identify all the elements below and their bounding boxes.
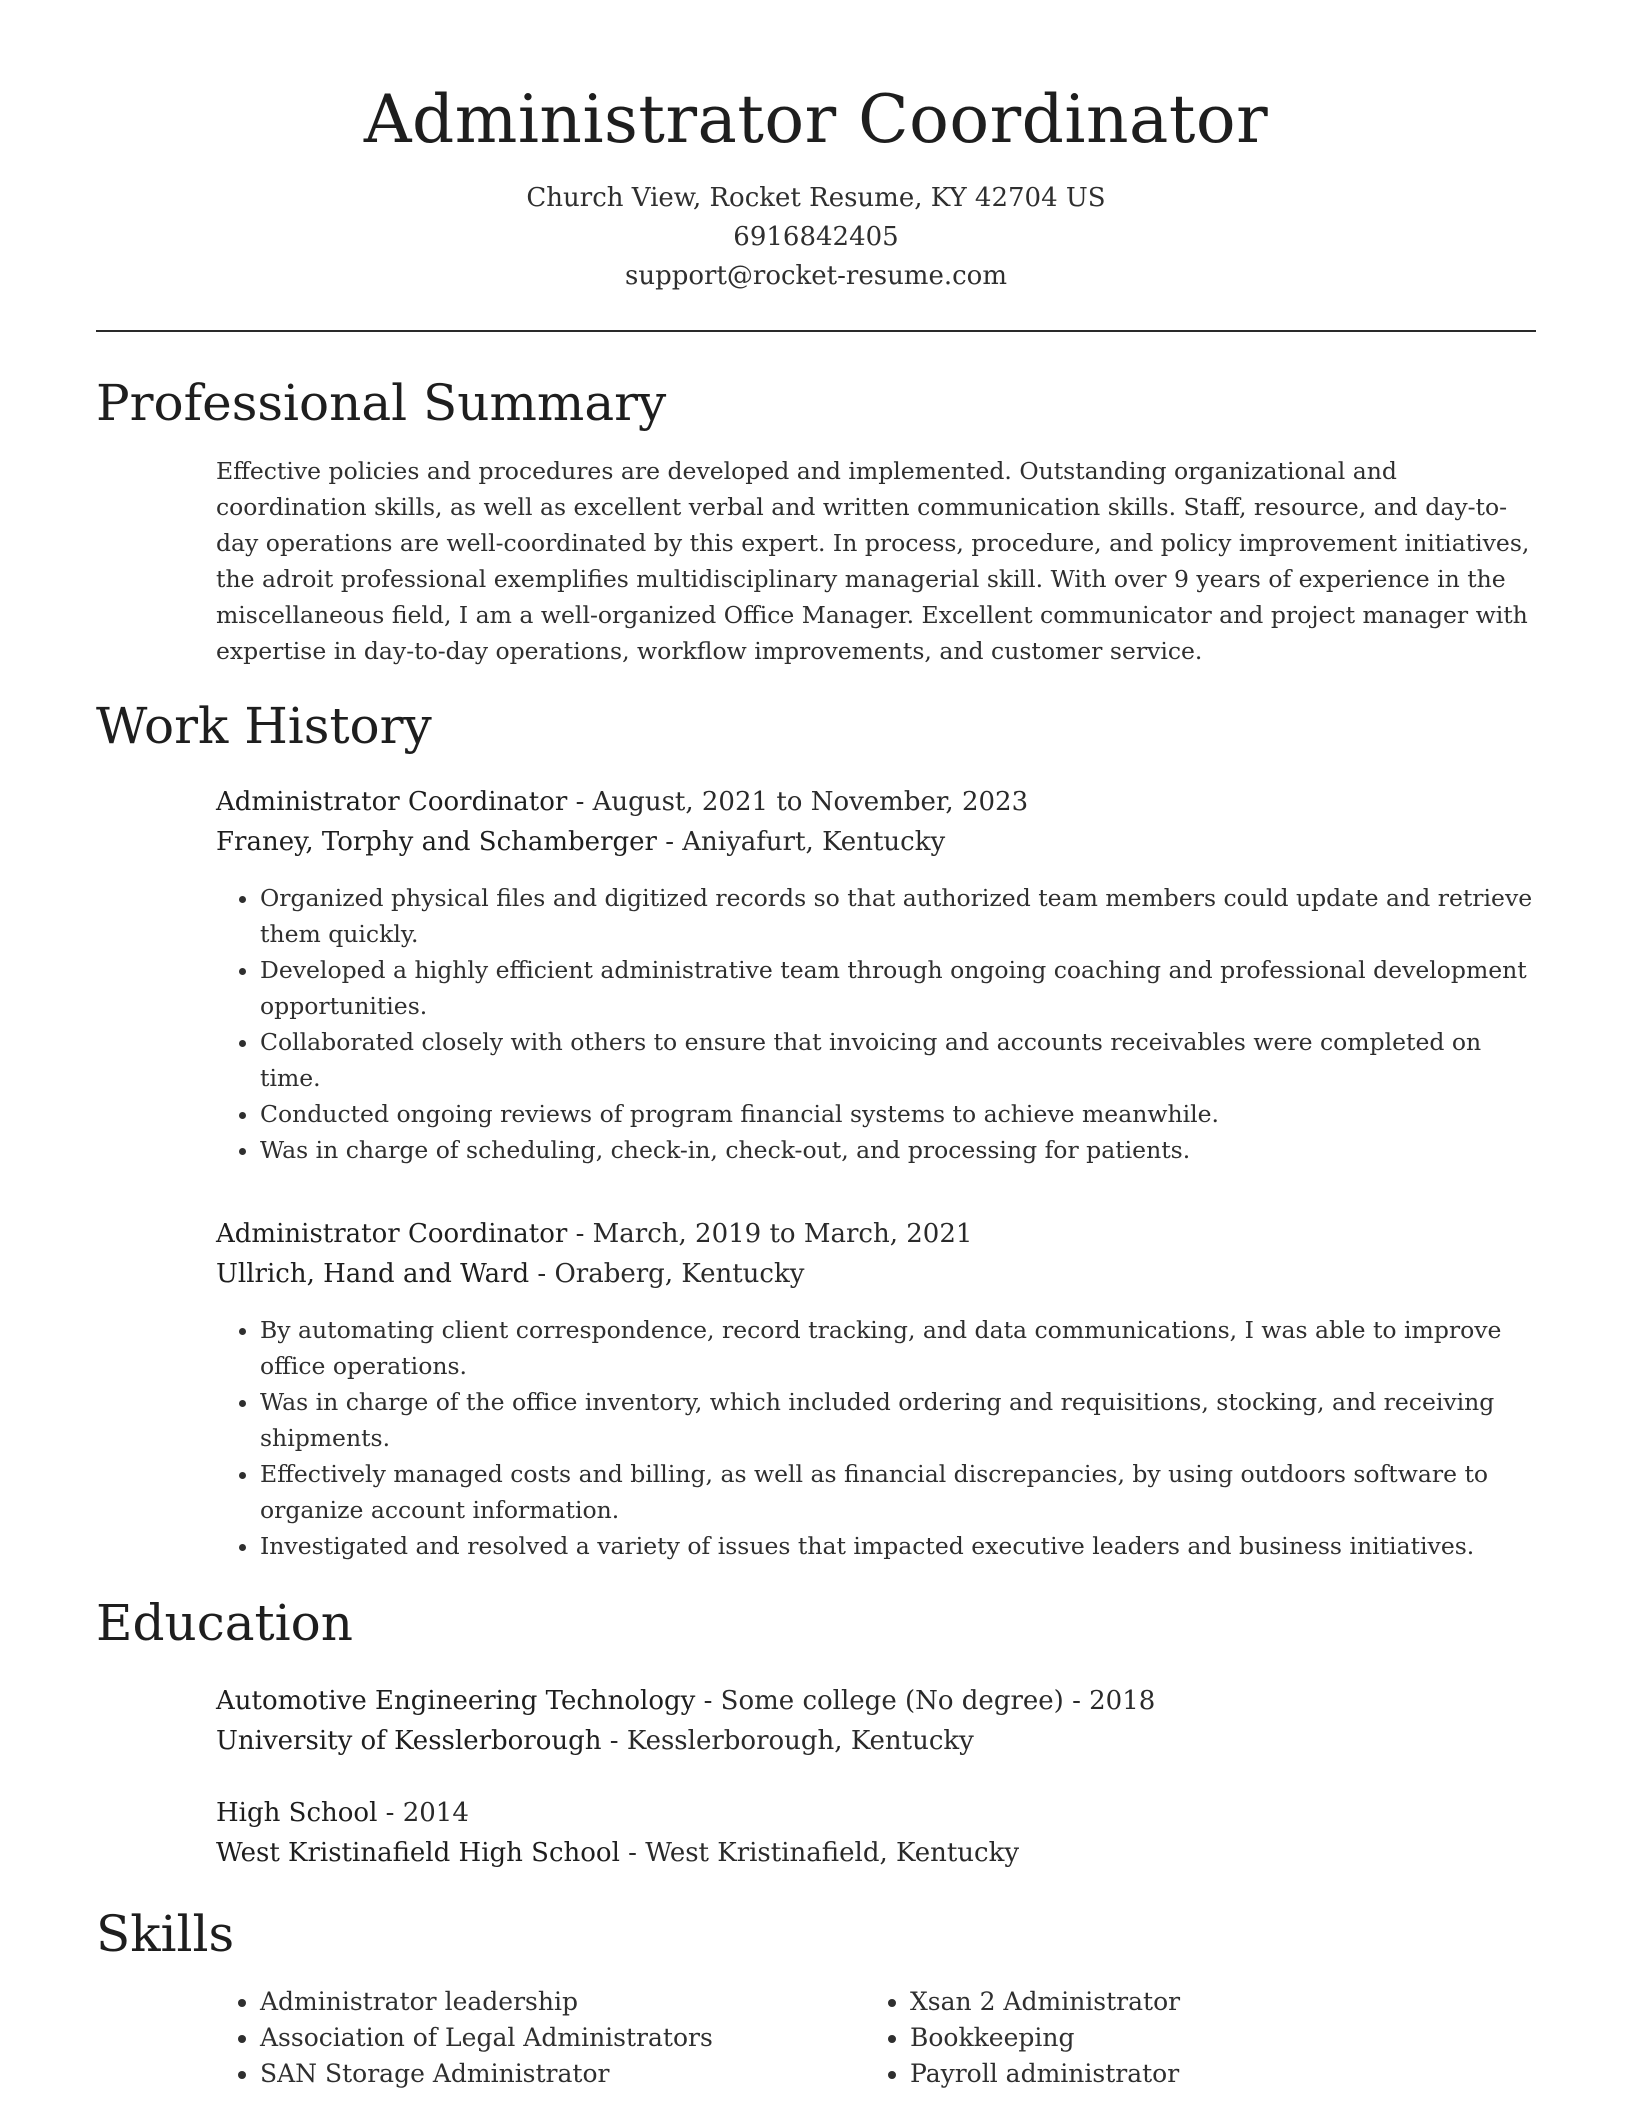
- education-school: University of Kesslerborough: [216, 1725, 602, 1756]
- education-school: West Kristinafield High School: [216, 1837, 620, 1868]
- education-program: Automotive Engineering Technology: [216, 1685, 696, 1716]
- job-title-line: [216, 1214, 1536, 1254]
- header-divider: [96, 330, 1536, 332]
- job-bullet: • By automating client correspondence, record tracking, and data communications, I was able to improve office operations.: [260, 1312, 1536, 1384]
- job-entry: [216, 782, 1536, 1168]
- job-company: Ullrich, Hand and Ward: [216, 1258, 530, 1289]
- job-bullet: • Collaborated closely with others to ensure that invoicing and accounts receivables were completed on time.: [260, 1024, 1536, 1096]
- section-title-work-history: Work History: [96, 696, 432, 755]
- education-detail: - 2014: [377, 1797, 469, 1828]
- resume-page: [96, 0, 1536, 2092]
- skill-item: • Payroll administrator: [910, 2056, 1516, 2092]
- contact-phone: 6916842405: [733, 221, 899, 252]
- job-title: Administrator Coordinator: [216, 1218, 568, 1249]
- skill-item: • Administrator leadership: [260, 1984, 866, 2020]
- resume-header: [96, 0, 1536, 296]
- candidate-name: Administrator Coordinator: [363, 81, 1269, 158]
- section-title-skills: Skills: [96, 1904, 235, 1963]
- job-bullet: • Conducted ongoing reviews of program financial systems to achieve meanwhile.: [260, 1096, 1536, 1132]
- skill-item: • Association of Legal Administrators: [260, 2020, 866, 2056]
- education-school-line: [216, 1833, 1536, 1873]
- section-title-summary: Professional Summary: [96, 373, 667, 432]
- education-entry: [216, 1681, 1536, 1761]
- job-company: Franey, Torphy and Schamberger: [216, 826, 657, 857]
- education-school-line: [216, 1721, 1536, 1761]
- education-program: High School: [216, 1797, 378, 1828]
- job-bullet: • Effectively managed costs and billing, as well as financial discrepancies, by using outdoors software to organize account information.: [260, 1456, 1536, 1528]
- job-title: Administrator Coordinator: [216, 786, 568, 817]
- summary-text: Effective policies and procedures are developed and implemented. Outstanding organizational and coordination skills, as well as excellent verbal and written communication skills. Staff, resource, and day-to-day operations are well-coordinated by this expert. In process, procedure, and policy improvement initiatives, the adroit professional exemplifies multidisciplinary managerial skill. With over 9 years of experience in the miscellaneous field, I am a well-organized Office Manager. Excellent communicator and project manager with expertise in day-to-day operations, workflow improvements, and customer service.: [216, 456, 1530, 665]
- job-bullet: • Was in charge of the office inventory, which included ordering and requisitions, stocking, and receiving shipments.: [260, 1384, 1536, 1456]
- skills-column-right: [866, 1984, 1516, 2092]
- job-dates: - August, 2021 to November, 2023: [567, 786, 1029, 817]
- skill-item: • SAN Storage Administrator: [260, 2056, 866, 2092]
- education-program-line: [216, 1793, 1536, 1833]
- education-location: - West Kristinafield, Kentucky: [619, 1837, 1020, 1868]
- skill-item: • Xsan 2 Administrator: [910, 1984, 1516, 2020]
- skill-item: • Bookkeeping: [910, 2020, 1516, 2056]
- job-bullets: [216, 1312, 1536, 1564]
- job-company-line: [216, 822, 1536, 862]
- job-dates: - March, 2019 to March, 2021: [567, 1218, 973, 1249]
- education-program-line: [216, 1681, 1536, 1721]
- skills-grid: [216, 1984, 1536, 2092]
- contact-email: support@rocket-resume.com: [624, 260, 1007, 291]
- skills-column-left: [216, 1984, 866, 2092]
- education-location: - Kesslerborough, Kentucky: [601, 1725, 974, 1756]
- job-bullet: • Investigated and resolved a variety of issues that impacted executive leaders and business initiatives.: [260, 1528, 1536, 1564]
- education-detail: - Some college (No degree) - 2018: [695, 1685, 1156, 1716]
- job-bullet: • Developed a highly efficient administrative team through ongoing coaching and professional development opportunities.: [260, 952, 1536, 1024]
- job-bullets: [216, 880, 1536, 1168]
- contact-info: [96, 179, 1536, 296]
- section-title-education: Education: [96, 1593, 353, 1652]
- job-bullet: • Organized physical files and digitized records so that authorized team members could update and retrieve them quickly.: [260, 880, 1536, 952]
- job-location: - Aniyafurt, Kentucky: [656, 826, 946, 857]
- job-entry: [216, 1214, 1536, 1564]
- job-company-line: [216, 1254, 1536, 1294]
- job-location: - Oraberg, Kentucky: [529, 1258, 805, 1289]
- education-entry: [216, 1793, 1536, 1873]
- job-title-line: [216, 782, 1536, 822]
- job-bullet: • Was in charge of scheduling, check-in, check-out, and processing for patients.: [260, 1132, 1536, 1168]
- contact-address: Church View, Rocket Resume, KY 42704 US: [526, 182, 1106, 213]
